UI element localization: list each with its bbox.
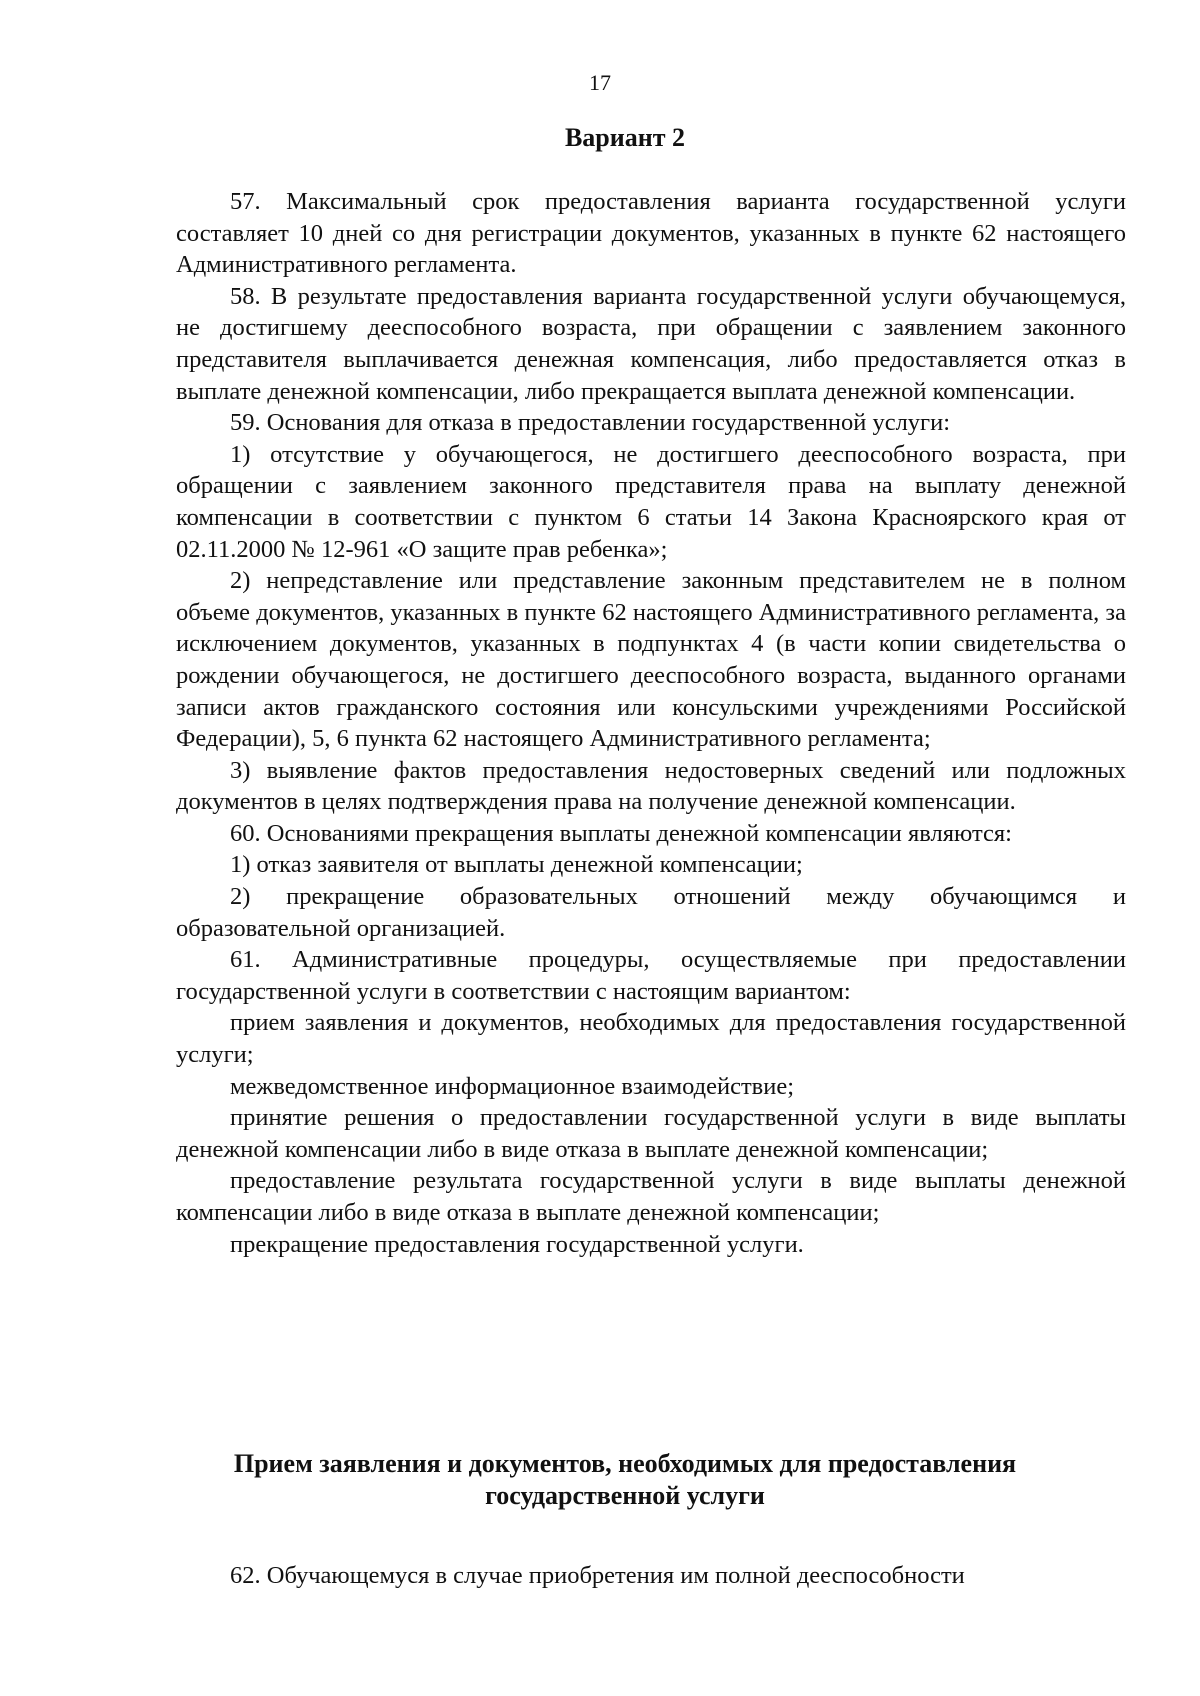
paragraph-60-item-2: 2) прекращение образовательных отношений между обучающимся и образовательной организацией. bbox=[176, 883, 1126, 942]
section-heading bbox=[160, 1448, 1090, 1512]
paragraph-61-item-3: принятие решения о предоставлении государственной услуги в виде выплаты денежной компенсации либо в виде отказа в выплате денежной компенсации; bbox=[176, 1104, 1126, 1163]
paragraph-60: 60. Основаниями прекращения выплаты денежной компенсации являются: bbox=[230, 819, 1012, 847]
paragraph-61: 61. Административные процедуры, осуществляемые при предоставлении государственной услуги в соответствии с настоящим вариантом: bbox=[176, 946, 1126, 1005]
paragraph-62-container bbox=[176, 1560, 1126, 1592]
paragraph-61-item-2: межведомственное информационное взаимодействие; bbox=[230, 1072, 795, 1100]
variant-heading: Вариант 2 bbox=[564, 123, 686, 152]
paragraph-59: 59. Основания для отказа в предоставлении государственной услуги: bbox=[230, 409, 951, 437]
paragraph-59-item-3: 3) выявление фактов предоставления недостоверных сведений или подложных документов в целях подтверждения права на получение денежной компенсации. bbox=[176, 756, 1126, 816]
document-body bbox=[176, 186, 1126, 1260]
paragraph-62: 62. Обучающемуся в случае приобретения им полной дееспособности bbox=[230, 1562, 965, 1589]
paragraph-60-item-1: 1) отказ заявителя от выплаты денежной компенсации; bbox=[230, 851, 803, 879]
paragraph-61-item-5: прекращение предоставления государственной услуги. bbox=[230, 1230, 804, 1258]
paragraph-58: 58. В результате предоставления варианта государственной услуги обучающемуся, не достигшему дееспособного возраста, при обращении с заявлением законного представителя выплачивается денежная компенсация, либо предоставляется отказ в выплате денежной компенсации, либо прекращается выплата денежной компенсации. bbox=[176, 282, 1126, 405]
paragraph-61-item-4: предоставление результата государственной услуги в виде выплаты денежной компенсации либо в виде отказа в выплате денежной компенсации; bbox=[176, 1167, 1126, 1226]
page-number: 17 bbox=[589, 70, 611, 95]
paragraph-57: 57. Максимальный срок предоставления варианта государственной услуги составляет 10 дней со дня регистрации документов, указанных в пункте 62 настоящего Административного регламента. bbox=[176, 188, 1126, 279]
paragraph-59-item-2: 2) непредставление или представление законным представителем не в полном объеме документов, указанных в пункте 62 настоящего Административного регламента, за исключением документов, указанных в подпунктах 4 (в части копии свидетельства о рождении обучающегося, не достигшего дееспособного возраста, выданного органами записи актов гражданского состояния или консульскими учреждениями Российской Федерации), 5, 6 пункта 62 настоящего Административного регламента; bbox=[176, 567, 1126, 753]
section-heading-line-2: государственной услуги bbox=[485, 1481, 765, 1510]
paragraph-61-item-1: прием заявления и документов, необходимых для предоставления государственной услуги; bbox=[176, 1009, 1126, 1069]
section-heading-line-1: Прием заявления и документов, необходимых для предоставления bbox=[233, 1449, 1017, 1478]
paragraph-59-item-1: 1) отсутствие у обучающегося, не достигшего дееспособного возраста, при обращении с заявлением законного представителя права на выплату денежной компенсации в соответствии с пунктом 6 статьи 14 Закона Красноярского края от 02.11.2000 № 12-961 «О защите прав ребенка»; bbox=[176, 440, 1126, 563]
